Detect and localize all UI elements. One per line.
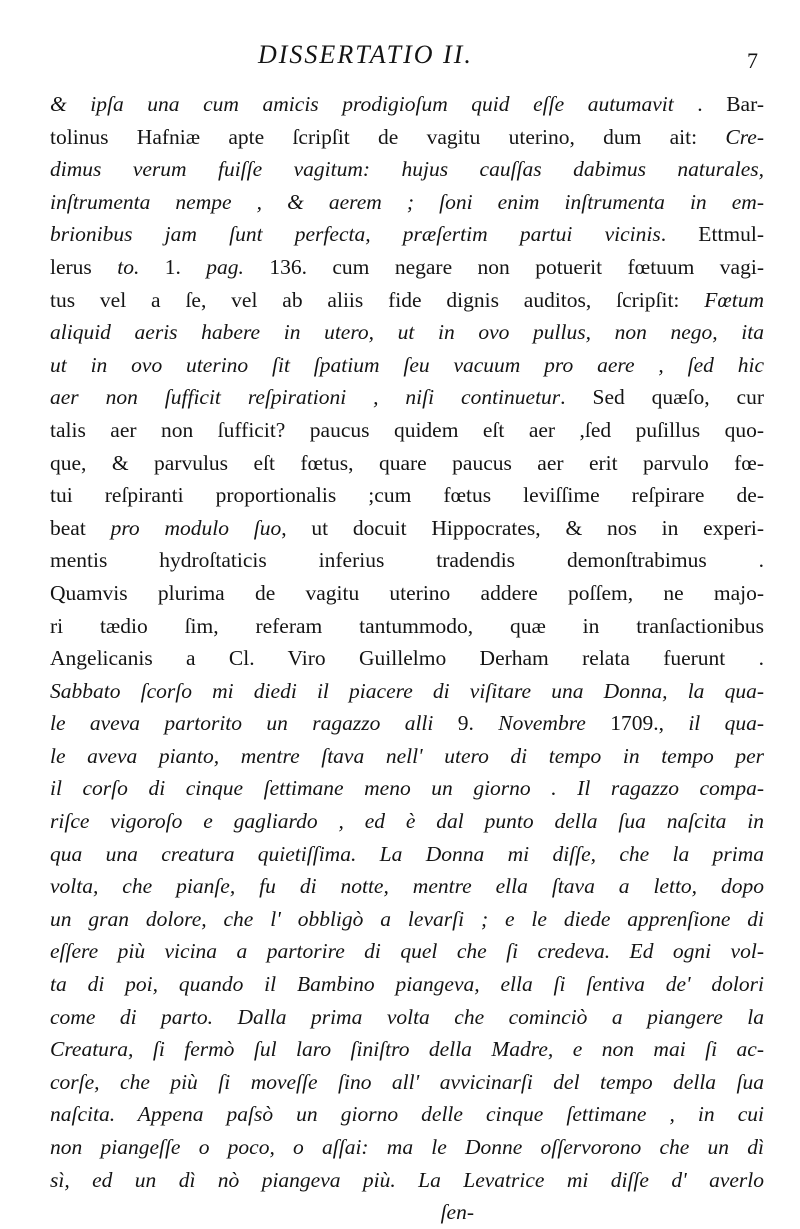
text-segment: . Sed quæſo, cur (560, 385, 764, 410)
italic-text-segment: Cre- (725, 124, 764, 149)
text-line (50, 251, 764, 284)
text-line (50, 316, 764, 349)
text-line (50, 479, 764, 512)
text-segment: beat (50, 515, 111, 540)
italic-text-segment: le aveva partorito un ragazzo alli (50, 711, 458, 736)
italic-text-segment: eſſere più vicina a partorire di quel che ſi credeva. Ed ogni vol- (50, 939, 764, 964)
italic-text-segment: ta di poi, quando il Bambino piangeva, ella ſi ſentiva de' dolori (50, 972, 764, 997)
italic-text-segment: non piangeſſe o poco, o aſſai: ma le Donne oſſervorono che un dì (50, 1135, 764, 1159)
text-line (50, 1098, 764, 1131)
text-line (50, 186, 764, 219)
italic-text-segment: volta, che pianſe, fu di notte, mentre ella ſtava a letto, dopo (50, 874, 764, 899)
text-line (50, 1164, 764, 1197)
text-segment: tui reſpiranti proportionalis ;cum fœtus leviſſime reſpirare de- (50, 483, 764, 508)
text-line (50, 447, 764, 480)
italic-text-segment: aer non ſufficit reſpirationi , niſi continuetur (50, 385, 561, 410)
running-title: DISSERTATIO II. (258, 40, 473, 69)
text-segment: 136. cum negare non potuerit fœtuum vagi- (243, 254, 764, 279)
text-line (50, 218, 764, 251)
text-line (50, 642, 764, 675)
italic-text-segment: ut in ovo uterino ſit ſpatium ſeu vacuum pro aere , ſed hic (50, 352, 764, 377)
text-line (50, 1131, 764, 1164)
text-line (50, 610, 764, 643)
italic-text-segment: come di parto. Dalla prima volta che cominciò a piangere la (50, 1004, 764, 1029)
text-line (50, 805, 764, 838)
italic-text-segment: il corſo di cinque ſettimane meno un giorno . Il ragazzo compa- (50, 776, 764, 801)
text-segment: . Bar- (673, 92, 764, 116)
text-line (50, 153, 764, 186)
italic-text-segment: sì, ed un dì nò piangeva più. La Levatrice mi diſſe d' averlo (50, 1167, 764, 1192)
italic-text-segment: qua una creatura quietiſſima. La Donna mi diſſe, che la prima (50, 841, 764, 866)
body-text (50, 88, 764, 1229)
italic-text-segment: to. (117, 254, 140, 279)
text-segment: Angelicanis a Cl. Viro Guillelmo Derham relata fuerunt . (50, 646, 764, 671)
text-line (50, 284, 764, 317)
text-line (50, 675, 764, 708)
text-line (50, 838, 764, 871)
text-line (50, 968, 764, 1001)
text-line (50, 381, 764, 414)
italic-text-segment: pag. (206, 254, 244, 279)
italic-text-segment: corſe, che più ſi moveſſe ſino all' avvicinarſi del tempo della ſua (50, 1069, 764, 1094)
italic-text-segment: ſen- (440, 1200, 474, 1225)
text-line (50, 707, 764, 740)
text-line (50, 349, 764, 382)
italic-text-segment: brionibus jam ſunt perfecta, præſertim partui vicinis (50, 222, 661, 247)
book-page (50, 40, 764, 1229)
text-segment: tolinus Hafniæ apte ſcripſit de vagitu uterino, dum ait: (50, 124, 726, 149)
italic-text-segment: inſtrumenta nempe , & aerem ; ſoni enim inſtrumenta in em- (50, 189, 764, 214)
page-number: 7 (747, 48, 758, 73)
italic-text-segment: & ipſa una cum amicis prodigioſum quid eſſe autumavit (50, 92, 674, 116)
text-segment: 1709., (585, 711, 689, 736)
italic-text-segment: le aveva pianto, mentre ſtava nell' utero di tempo in tempo per (50, 743, 764, 768)
text-line (50, 870, 764, 903)
text-line (50, 1033, 764, 1066)
italic-text-segment: pro modulo ſuo (110, 515, 282, 540)
italic-text-segment: il qua- (688, 711, 765, 736)
text-line (50, 772, 764, 805)
text-line (50, 903, 764, 936)
italic-text-segment: Novembre (498, 711, 586, 736)
text-line (50, 935, 764, 968)
text-line (50, 1066, 764, 1099)
italic-text-segment: un gran dolore, che l' obbligò a levarſi ; e le diede apprenſione di (50, 906, 764, 931)
text-segment: . Ettmul- (660, 222, 764, 247)
italic-text-segment: Fœtum (704, 287, 764, 312)
italic-text-segment: dimus verum fuiſſe vagitum: hujus cauſſas dabimus naturales, (50, 157, 764, 182)
text-line (50, 88, 764, 121)
text-segment: ri tædio ſim, referam tantummodo, quæ in tranſactionibus (50, 613, 764, 638)
text-line (50, 544, 764, 577)
text-segment: que, & parvulus eſt fœtus, quare paucus aer erit parvulo fœ- (50, 450, 764, 475)
italic-text-segment: riſce vigoroſo e gagliardo , ed è dal punto della ſua naſcita in (50, 809, 764, 834)
italic-text-segment: naſcita. Appena paſsò un giorno delle cinque ſettimane , in cui (50, 1102, 764, 1127)
italic-text-segment: Creatura, ſi fermò ſul laro ſiniſtro della Madre, e non mai ſi ac- (50, 1037, 764, 1062)
text-line (50, 414, 764, 447)
text-segment: lerus (50, 254, 118, 279)
text-line (50, 577, 764, 610)
text-line (50, 512, 764, 545)
text-segment: tus vel a ſe, vel ab aliis fide dignis auditos, ſcripſit: (50, 287, 705, 312)
text-segment: 9. (457, 711, 499, 736)
text-segment: mentis hydroſtaticis inferius tradendis demonſtrabimus . (50, 548, 764, 573)
text-segment: Quamvis plurima de vagitu uterino addere poſſem, ne majo- (50, 580, 764, 605)
text-line (50, 121, 764, 154)
text-line (50, 1196, 764, 1229)
italic-text-segment: Sabbato ſcorſo mi diedi il piacere di viſitare una Donna, la qua- (50, 678, 764, 703)
text-segment: 1. (139, 254, 207, 279)
running-head (50, 40, 764, 86)
italic-text-segment: aliquid aeris habere in utero, ut in ovo pullus, non nego, ita (50, 320, 764, 345)
text-segment: , ut docuit Hippocrates, & nos in experi- (281, 515, 764, 540)
text-segment: talis aer non ſufficit? paucus quidem eſt aer ,ſed puſillus quo- (50, 417, 764, 442)
text-line (50, 740, 764, 773)
text-line (50, 1001, 764, 1034)
